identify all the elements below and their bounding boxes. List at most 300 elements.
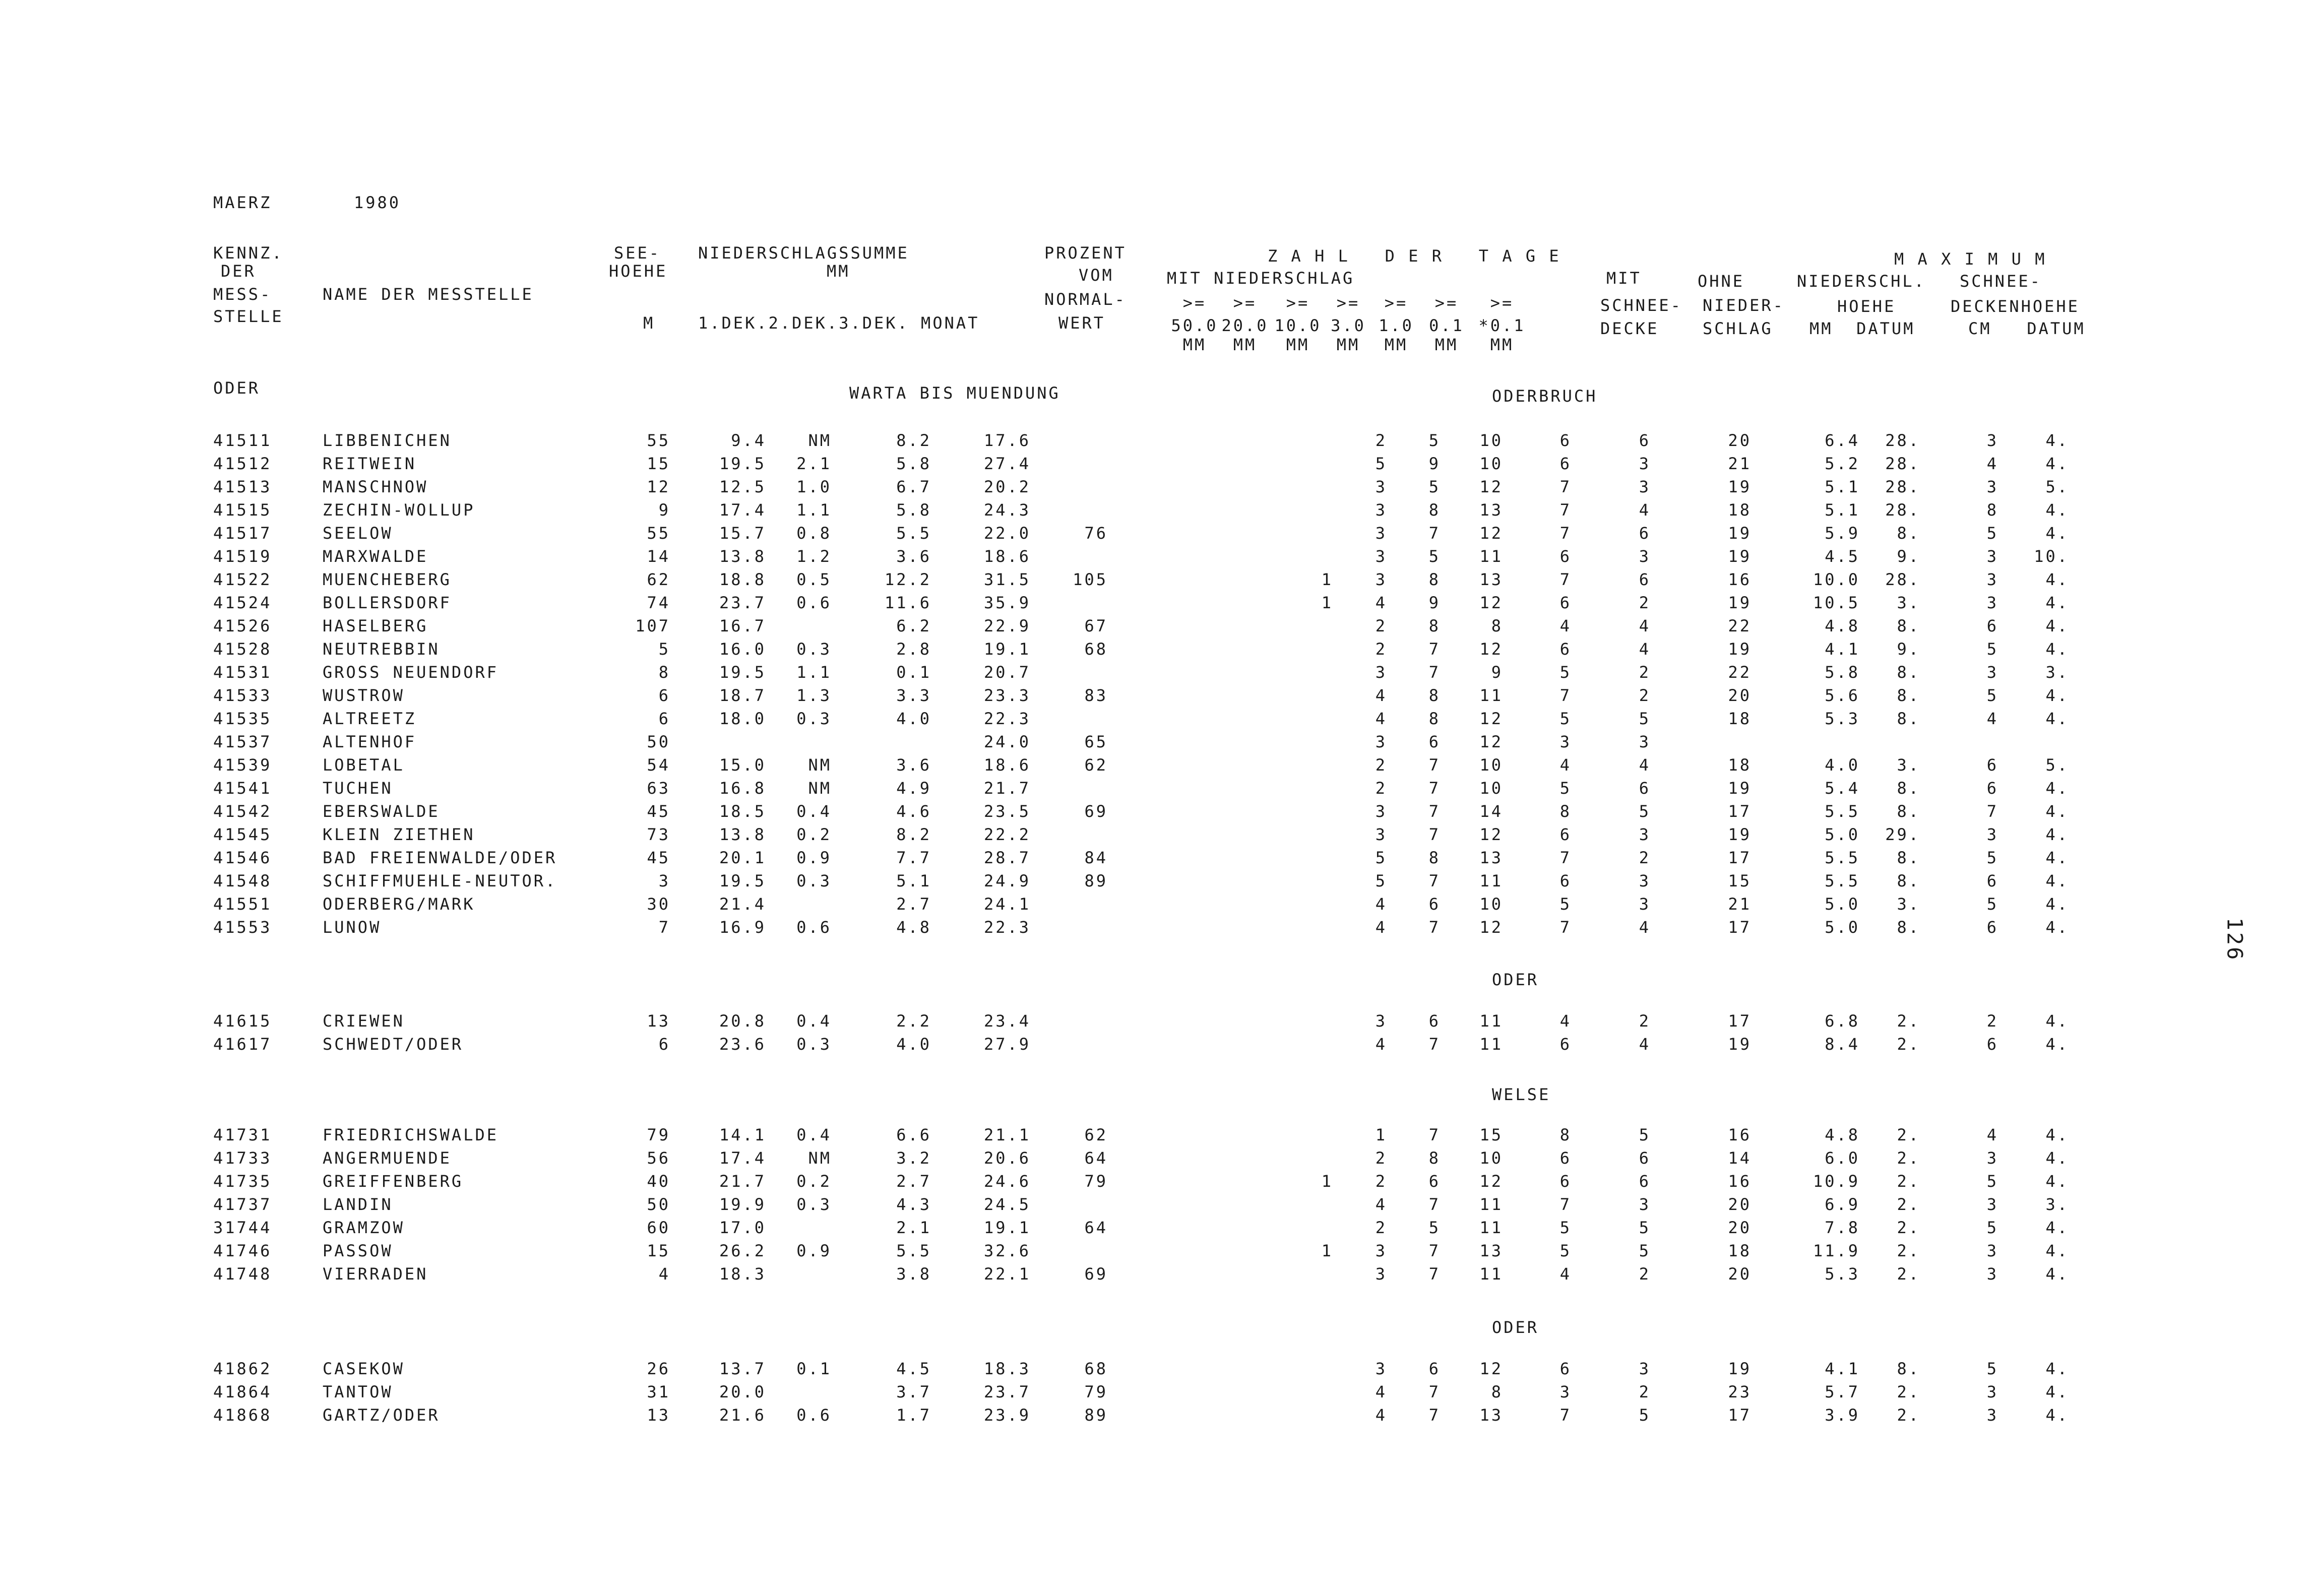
table-cell: 28.: [1885, 500, 1920, 520]
table-cell: 16: [1728, 570, 1752, 589]
table-cell: 0.3: [796, 871, 832, 890]
table-cell: 4.0: [1825, 755, 1860, 775]
station-name: HASELBERG: [323, 616, 428, 635]
table-cell: 18.0: [719, 709, 766, 728]
table-cell: 8: [1559, 1125, 1572, 1144]
table-cell: 2: [1375, 1218, 1387, 1237]
table-cell: 14: [1479, 802, 1503, 821]
station-name: REITWEIN: [323, 454, 417, 473]
table-cell: 9.4: [731, 431, 766, 450]
table-cell: 17.4: [719, 1148, 766, 1168]
table-cell: 21.7: [983, 779, 1031, 798]
table-cell: 7: [1559, 570, 1572, 589]
river-label: ODER: [213, 378, 261, 398]
station-id: 41533: [213, 686, 272, 705]
table-cell: 19: [1728, 593, 1752, 612]
station-name: SEELOW: [323, 524, 393, 543]
header-ohne: OHNE: [1698, 272, 1745, 291]
table-cell: 2.: [1897, 1172, 1920, 1191]
table-cell: 0.6: [796, 1406, 832, 1425]
table-cell: 7: [1428, 1264, 1441, 1284]
table-cell: 4: [1375, 1195, 1387, 1214]
station-name: EBERSWALDE: [323, 802, 440, 821]
table-cell: 7.8: [1825, 1218, 1860, 1237]
table-cell: 6: [1986, 779, 1998, 798]
table-cell: 7: [1559, 477, 1572, 496]
table-cell: 24.9: [983, 871, 1031, 890]
table-cell: 15: [1728, 871, 1752, 890]
table-cell: 5.5: [1825, 848, 1860, 867]
table-cell: 13: [1479, 500, 1503, 520]
station-name: SCHIFFMUEHLE-NEUTOR.: [323, 871, 557, 890]
table-cell: 8: [1428, 686, 1441, 705]
table-cell: 7: [1428, 1406, 1441, 1425]
table-cell: 2: [1639, 1011, 1651, 1031]
table-cell: 10.9: [1812, 1172, 1860, 1191]
table-cell: 17.0: [719, 1218, 766, 1237]
table-cell: 7: [1559, 524, 1572, 543]
table-cell: 3: [1986, 663, 1998, 682]
table-cell: 10.0: [1812, 570, 1860, 589]
table-cell: 2.1: [796, 454, 832, 473]
table-cell: 19.5: [719, 871, 766, 890]
table-cell: 3: [1986, 1148, 1998, 1168]
table-cell: 6: [658, 686, 670, 705]
table-cell: 5: [1375, 871, 1387, 890]
table-cell: 69: [1084, 1264, 1108, 1284]
table-cell: 8.: [1897, 709, 1920, 728]
table-cell: 2.: [1897, 1218, 1920, 1237]
table-cell: 28.7: [983, 848, 1031, 867]
table-cell: 4: [1375, 686, 1387, 705]
table-cell: 10.5: [1812, 593, 1860, 612]
table-cell: 14: [1728, 1148, 1752, 1168]
table-cell: 16: [1728, 1125, 1752, 1144]
table-cell: 18.3: [719, 1264, 766, 1284]
header-niederschlag: NIEDERSCHLAGSSUMME: [698, 243, 909, 263]
table-cell: 6: [1986, 871, 1998, 890]
table-cell: 7: [1428, 1382, 1441, 1401]
section-right-label: WELSE: [1492, 1085, 1551, 1104]
header-mit-niederschlag: MIT NIEDERSCHLAG: [1167, 269, 1355, 288]
table-cell: 5: [1986, 1172, 1998, 1191]
table-cell: 5: [1639, 1218, 1651, 1237]
table-cell: 17: [1728, 848, 1752, 867]
table-cell: 5: [1639, 802, 1651, 821]
table-cell: 3.: [2045, 1195, 2069, 1214]
table-cell: 8.: [1897, 918, 1920, 937]
table-cell: 0.1: [896, 663, 931, 682]
table-cell: 3: [1375, 500, 1387, 520]
table-cell: 7: [1559, 500, 1572, 520]
table-cell: 11: [1479, 1035, 1503, 1054]
table-cell: 5.8: [896, 500, 931, 520]
table-cell: 7: [1559, 848, 1572, 867]
header-hoehe-2: HOEHE: [609, 262, 668, 281]
table-cell: 7: [1428, 1035, 1441, 1054]
table-cell: 1: [1321, 593, 1333, 612]
table-cell: 22.3: [983, 709, 1031, 728]
table-cell: 5: [1559, 1241, 1572, 1260]
table-cell: 18: [1728, 500, 1752, 520]
table-cell: 13: [647, 1406, 670, 1425]
table-cell: 3: [1375, 1359, 1387, 1378]
table-cell: 14.1: [719, 1125, 766, 1144]
table-cell: 6: [1639, 570, 1651, 589]
threshold-threshold-values-4: 1.0: [1379, 316, 1414, 335]
table-cell: 19.5: [719, 454, 766, 473]
table-cell: 0.6: [796, 593, 832, 612]
header-hoehe-1: SEE-: [614, 243, 661, 263]
table-cell: 7: [1986, 802, 1998, 821]
table-cell: 6: [1559, 1035, 1572, 1054]
table-cell: 2: [1375, 640, 1387, 659]
table-cell: 6: [1639, 524, 1651, 543]
table-cell: 2: [1375, 779, 1387, 798]
table-cell: 73: [647, 825, 670, 844]
table-cell: 6.9: [1825, 1195, 1860, 1214]
table-cell: 0.5: [796, 570, 832, 589]
table-cell: 7: [1428, 1241, 1441, 1260]
table-cell: 2.: [1897, 1035, 1920, 1054]
header-kennz-2: DER: [221, 262, 256, 281]
table-cell: 6: [1428, 1359, 1441, 1378]
header-kennz-4: STELLE: [213, 307, 284, 326]
table-cell: 2.7: [896, 895, 931, 914]
table-cell: 5.: [2045, 477, 2069, 496]
station-id: 41513: [213, 477, 272, 496]
header-max-hoehe: HOEHE: [1837, 297, 1896, 316]
table-cell: 76: [1084, 524, 1108, 543]
table-cell: 18.8: [719, 570, 766, 589]
table-cell: 11.6: [884, 593, 931, 612]
table-cell: 3.6: [896, 547, 931, 566]
table-cell: 11: [1479, 686, 1503, 705]
threshold-threshold-values-5: 0.1: [1429, 316, 1464, 335]
station-name: NEUTREBBIN: [323, 640, 440, 659]
header-maximum: M A X I M U M: [1894, 249, 2047, 269]
table-cell: 2: [1375, 431, 1387, 450]
table-cell: 22.3: [983, 918, 1031, 937]
table-cell: 4: [1375, 709, 1387, 728]
threshold-thresholds-6: >=: [1490, 293, 1514, 312]
station-id: 41735: [213, 1172, 272, 1191]
table-cell: 5: [1428, 547, 1441, 566]
table-cell: NM: [808, 779, 832, 798]
table-cell: 4: [1639, 616, 1651, 635]
station-id: 41551: [213, 895, 272, 914]
station-id: 31744: [213, 1218, 272, 1237]
station-id: 41517: [213, 524, 272, 543]
table-cell: 8.: [1897, 524, 1920, 543]
table-cell: 4.: [2045, 709, 2069, 728]
table-cell: 0.9: [796, 1241, 832, 1260]
station-name: BAD FREIENWALDE/ODER: [323, 848, 557, 867]
table-cell: 3: [1559, 1382, 1572, 1401]
table-cell: 3: [1639, 732, 1651, 751]
table-cell: 20.1: [719, 848, 766, 867]
table-cell: 21: [1728, 895, 1752, 914]
station-name: MANSCHNOW: [323, 477, 428, 496]
table-cell: 26.2: [719, 1241, 766, 1260]
table-cell: 1.2: [796, 547, 832, 566]
table-cell: 2.: [1897, 1382, 1920, 1401]
table-cell: 9: [658, 500, 670, 520]
header-schnee: SCHNEE-: [1600, 296, 1682, 315]
table-cell: 7: [1428, 825, 1441, 844]
table-cell: 6: [1639, 1172, 1651, 1191]
table-cell: 6: [1986, 755, 1998, 775]
table-cell: NM: [808, 1148, 832, 1168]
table-cell: 23.7: [719, 593, 766, 612]
table-cell: 12: [647, 477, 670, 496]
table-cell: 4.: [2045, 524, 2069, 543]
table-cell: 3: [1986, 570, 1998, 589]
table-cell: 19.9: [719, 1195, 766, 1214]
table-cell: 6: [1986, 1035, 1998, 1054]
table-cell: 12: [1479, 825, 1503, 844]
station-name: PASSOW: [323, 1241, 393, 1260]
table-cell: 0.3: [796, 640, 832, 659]
table-cell: 74: [647, 593, 670, 612]
table-cell: 12: [1479, 640, 1503, 659]
table-cell: 11: [1479, 547, 1503, 566]
table-cell: 9: [1428, 454, 1441, 473]
station-name: TUCHEN: [323, 779, 393, 798]
table-cell: 6.7: [896, 477, 931, 496]
station-id: 41737: [213, 1195, 272, 1214]
table-cell: 1.3: [796, 686, 832, 705]
table-cell: 2.8: [896, 640, 931, 659]
table-cell: 15: [1479, 1125, 1503, 1144]
table-cell: 5.5: [1825, 871, 1860, 890]
threshold-thresholds-4: >=: [1384, 293, 1408, 312]
table-cell: 2.: [1897, 1406, 1920, 1425]
header-prozent-3: NORMAL-: [1044, 290, 1127, 309]
table-cell: 16: [1728, 1172, 1752, 1191]
table-cell: 18.6: [983, 547, 1031, 566]
table-cell: 4.: [2045, 500, 2069, 520]
station-name: GROSS NEUENDORF: [323, 663, 498, 682]
station-id: 41522: [213, 570, 272, 589]
station-id: 41553: [213, 918, 272, 937]
table-cell: 3: [1639, 454, 1651, 473]
table-cell: 19: [1728, 1359, 1752, 1378]
table-cell: 6.8: [1825, 1011, 1860, 1031]
table-cell: 17: [1728, 1406, 1752, 1425]
station-name: GREIFFENBERG: [323, 1172, 464, 1191]
table-cell: 3: [1375, 1264, 1387, 1284]
table-cell: 15.0: [719, 755, 766, 775]
table-cell: 1.1: [796, 500, 832, 520]
table-cell: 4.: [2045, 848, 2069, 867]
station-name: ZECHIN-WOLLUP: [323, 500, 475, 520]
table-cell: 6.4: [1825, 431, 1860, 450]
table-cell: 5: [1986, 686, 1998, 705]
table-cell: 18: [1728, 709, 1752, 728]
table-cell: 0.4: [796, 802, 832, 821]
table-cell: 4.3: [896, 1195, 931, 1214]
table-cell: 45: [647, 802, 670, 821]
table-cell: 3.3: [896, 686, 931, 705]
table-cell: 23.3: [983, 686, 1031, 705]
table-cell: 50: [647, 1195, 670, 1214]
station-name: ALTREETZ: [323, 709, 417, 728]
table-cell: 12.5: [719, 477, 766, 496]
table-cell: 20: [1728, 1264, 1752, 1284]
table-cell: 3.7: [896, 1382, 931, 1401]
table-cell: 2: [1639, 1264, 1651, 1284]
table-cell: 12: [1479, 1359, 1503, 1378]
table-cell: 7: [1428, 871, 1441, 890]
table-cell: 2: [1986, 1011, 1998, 1031]
table-cell: 5: [1986, 1359, 1998, 1378]
table-cell: 6: [658, 1035, 670, 1054]
table-cell: 60: [647, 1218, 670, 1237]
section-right-label: ODER: [1492, 1318, 1539, 1337]
table-cell: 6: [1559, 593, 1572, 612]
table-cell: 11.9: [1812, 1241, 1860, 1260]
table-cell: 7: [658, 918, 670, 937]
table-cell: 8: [1491, 616, 1503, 635]
table-cell: 0.3: [796, 709, 832, 728]
station-id: 41617: [213, 1035, 272, 1054]
table-cell: 4.1: [1825, 640, 1860, 659]
table-cell: 24.3: [983, 500, 1031, 520]
table-cell: 22.9: [983, 616, 1031, 635]
table-cell: 54: [647, 755, 670, 775]
table-cell: 50: [647, 732, 670, 751]
header-max-schnee: SCHNEE-: [1960, 272, 2042, 291]
table-cell: 24.1: [983, 895, 1031, 914]
table-cell: 21.1: [983, 1125, 1031, 1144]
table-cell: 13.8: [719, 547, 766, 566]
table-cell: 2.: [1897, 1264, 1920, 1284]
station-id: 41748: [213, 1264, 272, 1284]
table-cell: 21.4: [719, 895, 766, 914]
table-cell: 4.: [2045, 1406, 2069, 1425]
table-cell: 7.7: [896, 848, 931, 867]
threshold-threshold-values-1: 20.0: [1221, 316, 1269, 335]
table-cell: 20.2: [983, 477, 1031, 496]
table-cell: 3: [1375, 1241, 1387, 1260]
threshold-threshold-units-0: MM: [1182, 335, 1207, 354]
table-cell: 5.7: [1825, 1382, 1860, 1401]
table-cell: 3: [1375, 663, 1387, 682]
header-prozent-4: WERT: [1058, 313, 1106, 333]
station-id: 41526: [213, 616, 272, 635]
table-cell: 22: [1728, 663, 1752, 682]
station-name: VIERRADEN: [323, 1264, 428, 1284]
table-cell: 18.5: [719, 802, 766, 821]
table-cell: 12: [1479, 477, 1503, 496]
threshold-threshold-values-0: 50.0: [1171, 316, 1218, 335]
table-cell: 20.7: [983, 663, 1031, 682]
table-cell: 2.1: [896, 1218, 931, 1237]
header-mm-datum: MM DATUM: [1809, 319, 1915, 338]
table-cell: 65: [1084, 732, 1108, 751]
table-cell: 19.1: [983, 640, 1031, 659]
table-cell: 0.1: [796, 1359, 832, 1378]
table-cell: 0.9: [796, 848, 832, 867]
table-cell: 63: [647, 779, 670, 798]
table-cell: 3: [1986, 825, 1998, 844]
table-cell: 20: [1728, 1195, 1752, 1214]
table-cell: 3: [1375, 477, 1387, 496]
table-cell: 4.: [2045, 593, 2069, 612]
table-cell: 5: [1375, 454, 1387, 473]
table-cell: 4: [1375, 895, 1387, 914]
table-cell: 2.7: [896, 1172, 931, 1191]
station-name: GRAMZOW: [323, 1218, 405, 1237]
table-cell: 4: [1639, 500, 1651, 520]
table-cell: 21.6: [719, 1406, 766, 1425]
table-cell: 22.1: [983, 1264, 1031, 1284]
table-cell: 1.7: [896, 1406, 931, 1425]
table-cell: 0.2: [796, 825, 832, 844]
table-cell: 24.5: [983, 1195, 1031, 1214]
station-id: 41511: [213, 431, 272, 450]
table-cell: 5: [1986, 895, 1998, 914]
table-cell: 9.: [1897, 640, 1920, 659]
table-cell: 19: [1728, 825, 1752, 844]
table-cell: 3: [1986, 431, 1998, 450]
table-cell: 62: [1084, 755, 1108, 775]
table-cell: 7: [1559, 1195, 1572, 1214]
table-cell: 13: [1479, 1406, 1503, 1425]
table-cell: 17.6: [983, 431, 1031, 450]
table-cell: 2: [1375, 1172, 1387, 1191]
table-cell: 5: [1559, 895, 1572, 914]
table-cell: 23.9: [983, 1406, 1031, 1425]
table-cell: 4.: [2045, 918, 2069, 937]
table-cell: 3.8: [896, 1264, 931, 1284]
table-cell: 8: [1491, 1382, 1503, 1401]
table-cell: 105: [1073, 570, 1108, 589]
table-cell: 4: [1559, 1011, 1572, 1031]
table-cell: 4.: [2045, 1359, 2069, 1378]
table-cell: 13.8: [719, 825, 766, 844]
header-prozent-2: VOM: [1079, 266, 1114, 285]
table-cell: 17: [1728, 918, 1752, 937]
table-cell: 5.0: [1825, 825, 1860, 844]
table-cell: 3: [1986, 593, 1998, 612]
page-number: 126: [2222, 917, 2247, 962]
table-cell: 5.6: [1825, 686, 1860, 705]
table-cell: 5: [1986, 848, 1998, 867]
table-cell: 6: [1559, 1148, 1572, 1168]
table-cell: 3.6: [896, 755, 931, 775]
table-cell: 5.5: [896, 524, 931, 543]
table-cell: 18.3: [983, 1359, 1031, 1378]
table-cell: 20.6: [983, 1148, 1031, 1168]
table-cell: 18: [1728, 755, 1752, 775]
station-id: 41512: [213, 454, 272, 473]
table-cell: 4.5: [896, 1359, 931, 1378]
table-cell: 26: [647, 1359, 670, 1378]
table-cell: 4: [1639, 1035, 1651, 1054]
table-cell: 4.: [2045, 1382, 2069, 1401]
table-cell: 84: [1084, 848, 1108, 867]
table-cell: 28.: [1885, 454, 1920, 473]
table-cell: 9: [1428, 593, 1441, 612]
table-cell: NM: [808, 755, 832, 775]
threshold-thresholds-3: >=: [1336, 293, 1360, 312]
table-cell: 12.2: [884, 570, 931, 589]
table-cell: 12: [1479, 1172, 1503, 1191]
table-cell: 1: [1321, 1241, 1333, 1260]
station-name: LOBETAL: [323, 755, 405, 775]
